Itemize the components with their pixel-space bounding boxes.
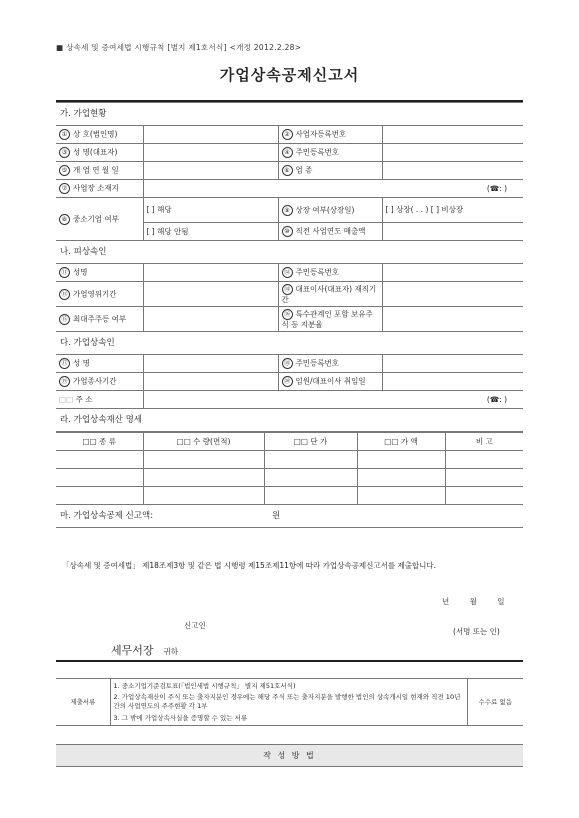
heir-work-period-label: ⑲ 가업종사기간 [56, 373, 143, 391]
ceo-tenure-label: ⑭ 대표이사(대표자) 재직기간 [278, 282, 382, 307]
applicant-label: 신고인 [184, 621, 206, 630]
table-cell[interactable] [143, 469, 264, 487]
main-form [56, 100, 523, 528]
share-ratio-label: ⑯ 특수관계인 포함 보유주식 등 지분율 [278, 307, 382, 332]
opening-date-field[interactable] [143, 162, 278, 180]
share-ratio-field[interactable] [382, 307, 523, 332]
industry-field[interactable] [382, 162, 523, 180]
executive-appointment-field[interactable] [382, 373, 523, 391]
table-cell[interactable] [264, 451, 357, 469]
divider [56, 660, 523, 662]
tax-office-addressee: 세무서장 귀하 [111, 644, 179, 657]
largest-shareholder-field[interactable] [143, 307, 278, 332]
resident-no-label: ④ 주민등록번호 [278, 144, 382, 162]
sme-no-checkbox[interactable]: [ ] 해당 안됨 [143, 223, 278, 241]
prior-year-sales-field[interactable] [382, 223, 523, 241]
industry-label: ⑥ 업 종 [278, 162, 382, 180]
table-cell[interactable] [357, 487, 445, 505]
table-cell[interactable] [445, 469, 523, 487]
document-item: 3. 그 밖에 가업상속사실을 증명할 수 있는 서류 [110, 711, 467, 726]
executive-appointment-label: ⑳ 임원/대표이사 취임일 [278, 373, 382, 391]
sme-yes-checkbox[interactable]: [ ] 해당 [143, 198, 278, 223]
decedent-name-label: ⑪ 성명 [56, 264, 143, 282]
table-cell[interactable] [56, 451, 143, 469]
table-cell[interactable] [264, 487, 357, 505]
documents-label: 제출서류 [56, 679, 110, 726]
decedent-name-field[interactable] [143, 264, 278, 282]
representative-label: ③ 성 명(대표자) [56, 144, 143, 162]
table-cell[interactable] [357, 469, 445, 487]
trade-name-field[interactable] [143, 126, 278, 144]
table-row [56, 451, 523, 469]
table-cell[interactable] [445, 487, 523, 505]
table-row [56, 469, 523, 487]
representative-field[interactable] [143, 144, 278, 162]
section-inherited-assets: 라. 가업상속재산 명세 [56, 409, 523, 432]
section-deduction-amount: 마. 가업상속공제 신고액: [56, 505, 264, 528]
heir-address-label: □□ 주 소 [56, 391, 143, 409]
business-reg-no-field[interactable] [382, 126, 523, 144]
date-labels: 년 월 일 [442, 597, 505, 606]
section-heir: 다. 가업상속인 [56, 332, 523, 355]
table-cell[interactable] [445, 451, 523, 469]
document-item: 2. 가업상속재산이 주식 또는 출자지분인 경우에는 해당 주식 또는 출자지분을 발행한 법인의 상속개시일 현재와 직전 10년간의 사업연도의 주주현황 각 1부 [110, 693, 467, 711]
table-cell[interactable] [357, 451, 445, 469]
sme-status-label: ⑧ 중소기업 여부 [56, 198, 143, 241]
business-address-label: ⑦ 사업장 소재지 [56, 180, 143, 198]
section-business-status: 가. 가업현황 [56, 103, 523, 126]
col-remarks-header: 비 고 [445, 433, 523, 451]
table-cell[interactable] [264, 469, 357, 487]
table-row [56, 487, 523, 505]
signature-label: (서명 또는 인) [453, 627, 500, 636]
prior-year-sales-label: ⑩ 직전 사업연도 매출액 [278, 223, 382, 241]
form-reference-note: ■ 상속세 및 증여세법 시행규칙 [별지 제1호서식] <개정 2012.2.28> [56, 43, 302, 52]
deduction-amount-field[interactable]: 원 [264, 505, 523, 528]
page-title: 가업상속공제신고서 [219, 66, 360, 84]
business-period-label: ⑬ 가업영위기간 [56, 282, 143, 307]
assets-table [56, 432, 523, 528]
listing-status-options[interactable]: [ ] 상장( . . ) [ ] 비상장 [382, 198, 523, 223]
col-quantity-header: □□ 수 량(면적) [143, 433, 264, 451]
col-type-header: □□ 종 류 [56, 433, 143, 451]
heir-resident-no-field[interactable] [382, 355, 523, 373]
instructions-header: 작 성 방 법 [56, 744, 523, 767]
col-unit-price-header: □□ 단 가 [264, 433, 357, 451]
col-value-header: □□ 가 액 [357, 433, 445, 451]
table-cell[interactable] [143, 487, 264, 505]
largest-shareholder-label: ⑮ 최대주주등 여부 [56, 307, 143, 332]
heir-address-field[interactable]: (☎: ) [143, 391, 523, 409]
fee-note: 수수료 없음 [467, 679, 523, 726]
section-decedent: 나. 피상속인 [56, 241, 523, 264]
opening-date-label: ⑤ 개 업 연 월 일 [56, 162, 143, 180]
business-reg-no-label: ② 사업자등록번호 [278, 126, 382, 144]
table-cell[interactable] [143, 451, 264, 469]
heir-name-field[interactable] [143, 355, 278, 373]
heir-work-period-field[interactable] [143, 373, 278, 391]
declaration-text: 「상속세 및 증여세법」 제18조제3항 및 같은 법 시행령 제15조제11항에 따라 가업상속공제신고서를 제출합니다. [62, 561, 437, 570]
trade-name-label: ① 상 호(법인명) [56, 126, 143, 144]
heir-name-label: ⑰ 성 명 [56, 355, 143, 373]
required-documents [56, 678, 523, 726]
table-cell[interactable] [56, 469, 143, 487]
resident-no-field[interactable] [382, 144, 523, 162]
ceo-tenure-field[interactable] [382, 282, 523, 307]
table-cell[interactable] [56, 487, 143, 505]
listing-status-label: ⑨ 상장 여부(상장일) [278, 198, 382, 223]
heir-resident-no-label: ⑱ 주민등록번호 [278, 355, 382, 373]
decedent-resident-no-label: ⑫ 주민등록번호 [278, 264, 382, 282]
decedent-resident-no-field[interactable] [382, 264, 523, 282]
business-address-field[interactable]: (☎: ) [143, 180, 523, 198]
business-period-field[interactable] [143, 282, 278, 307]
document-item: 1. 중소기업기준검토표(「법인세법 시행규칙」 별지 제51호서식) [110, 679, 467, 694]
